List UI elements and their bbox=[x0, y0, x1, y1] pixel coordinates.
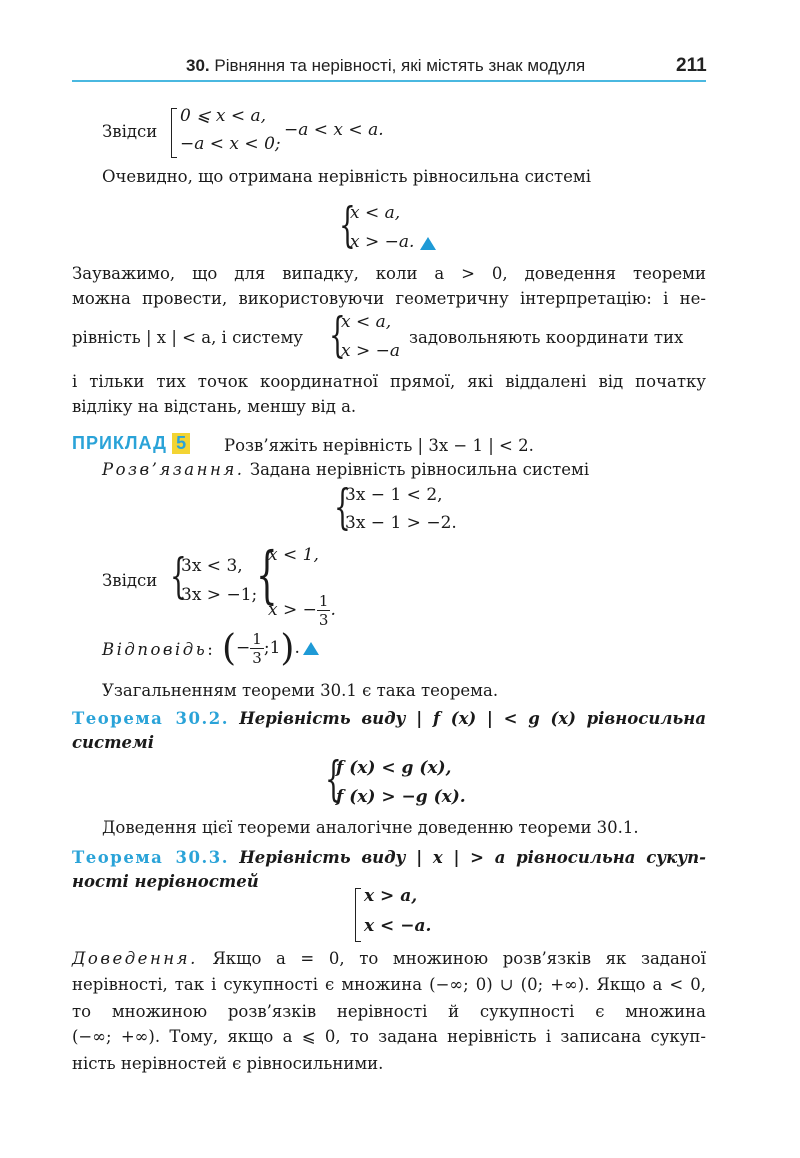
system-brace: { bbox=[329, 307, 346, 363]
running-header bbox=[186, 56, 585, 76]
example-system-line1: 3x − 1 < 2, bbox=[345, 485, 443, 505]
theorem-30-2-label: Теорема 30.2. bbox=[72, 709, 229, 728]
answer-fraction-numerator: 1 bbox=[252, 630, 262, 648]
header-rule bbox=[72, 80, 706, 82]
theorem-30-3-line1 bbox=[72, 846, 706, 870]
answer-upper: ;1 bbox=[263, 638, 281, 658]
remark-line-2: можна провести, використовуючи геометричну інтерпретацію: і не- bbox=[72, 289, 706, 308]
theorem-30-3-set-line1: x > a, bbox=[364, 886, 418, 906]
proof-similar-line: Доведення цієї теореми аналогічне доведенню теореми 30.1. bbox=[102, 818, 639, 837]
system-brace: { bbox=[256, 538, 278, 611]
example-system-line2: 3x − 1 > −2. bbox=[345, 513, 457, 533]
theorem-30-3-text: Нерівність виду | x | > a рівносильна сукуп- bbox=[239, 848, 707, 867]
remark-system-line1: x < a, bbox=[341, 312, 392, 332]
remark-line-4: і тільки тих точок координатної прямої, які віддалені від початку bbox=[72, 372, 706, 391]
case-line-1: 0 ⩽ x < a, bbox=[180, 106, 267, 126]
example-s3-line2-text: x > − bbox=[268, 600, 317, 620]
zvidsy-label-1: Звідси bbox=[102, 122, 158, 141]
answer-fraction bbox=[250, 630, 264, 667]
set-bracket bbox=[355, 888, 361, 942]
example-label: ПРИКЛАД bbox=[72, 433, 167, 453]
answer-interval: (− $\frac{1}{3}$ ;1). bbox=[222, 628, 300, 669]
theorem-30-3-label: Теорема 30.3. bbox=[72, 848, 229, 867]
answer-label: Відповідь bbox=[102, 640, 208, 659]
proof-line-4: (−∞; +∞). Тому, якщо a ⩽ 0, то задана нерівність і записана сукуп- bbox=[72, 1027, 706, 1046]
solution-label: Розв’язання. bbox=[102, 460, 245, 479]
remark-line-5: відліку на відстань, меншу від a. bbox=[72, 397, 357, 416]
proof-line-1 bbox=[72, 947, 706, 971]
proof-line-2: нерівності, так і сукупності є множина (−∞; 0) ∪ (0; +∞). Якщо a < 0, bbox=[72, 975, 706, 994]
theorem-30-3-set-line2: x < −a. bbox=[364, 916, 432, 936]
solution-text: Задана нерівність рівносильна системі bbox=[249, 460, 590, 479]
answer-minus: − bbox=[236, 638, 251, 658]
proof-label: Доведення. bbox=[72, 949, 198, 968]
proof-line-1-text: Якщо a = 0, то множиною розв’язків як заданої bbox=[212, 949, 706, 968]
end-of-proof-triangle-icon bbox=[420, 237, 436, 250]
system-brace: { bbox=[339, 197, 356, 253]
example-s3-line2: x > − $\frac{1}{3}$ . bbox=[268, 592, 336, 629]
system-brace: { bbox=[170, 548, 187, 604]
section-number: 30. bbox=[186, 56, 210, 75]
fraction-numerator: 1 bbox=[318, 592, 329, 610]
example-heading bbox=[72, 433, 190, 454]
section-title: Рівняння та нерівності, які містять знак модуля bbox=[214, 56, 586, 75]
answer-fraction-denominator: 3 bbox=[252, 649, 262, 667]
generalization-line: Узагальненням теореми 30.1 є така теорема. bbox=[102, 681, 499, 700]
theorem-30-2-line2: системі bbox=[72, 733, 155, 752]
system1-line1: x < a, bbox=[350, 203, 401, 223]
theorem-30-3-line2: ності нерівностей bbox=[72, 872, 259, 891]
example-task: Розв’яжіть нерівність | 3x − 1 | < 2. bbox=[224, 436, 534, 455]
example-number-badge: 5 bbox=[172, 433, 190, 454]
example-s2-line2: 3x > −1; bbox=[181, 585, 258, 605]
example-s2-line1: 3x < 3, bbox=[181, 556, 243, 576]
remark-line-3a: рівність | x | < a, і систему bbox=[72, 328, 303, 347]
fraction-denominator: 3 bbox=[318, 611, 329, 629]
theorem-30-2-text: Нерівність виду | f (x) | < g (x) рівносильна bbox=[239, 709, 707, 728]
example-s3-line1: x < 1, bbox=[268, 545, 319, 565]
proof-line-3: то множиною розв’язків нерівності й сукупності є множина bbox=[72, 1002, 706, 1021]
system-brace: { bbox=[334, 479, 351, 535]
theorem-30-2-system-line2: f (x) > −g (x). bbox=[336, 787, 466, 807]
case-line-2: −a < x < 0; bbox=[180, 134, 281, 154]
result-inequality: −a < x < a. bbox=[284, 120, 384, 140]
system-brace: { bbox=[325, 751, 342, 807]
fraction-one-third bbox=[317, 592, 331, 629]
page-number: 211 bbox=[676, 55, 707, 76]
proof-line-5: ність нерівностей є рівносильними. bbox=[72, 1054, 384, 1073]
paragraph-obviously: Очевидно, що отримана нерівність рівносильна системі bbox=[102, 167, 592, 186]
remark-line-1: Зауважимо, що для випадку, коли a > 0, доведення теореми bbox=[72, 264, 706, 283]
system1-line2: x > −a. bbox=[350, 232, 415, 252]
zvidsy-label-2: Звідси bbox=[102, 571, 158, 590]
theorem-30-2-system-line1: f (x) < g (x), bbox=[336, 758, 452, 778]
answer-line: Відповідь: bbox=[102, 640, 213, 659]
end-of-solution-triangle-icon bbox=[303, 642, 319, 655]
remark-system-line2: x > −a bbox=[341, 341, 401, 361]
theorem-30-2-line1 bbox=[72, 707, 706, 731]
set-bracket bbox=[171, 108, 177, 158]
remark-line-3b: задовольняють координати тих bbox=[409, 328, 684, 347]
